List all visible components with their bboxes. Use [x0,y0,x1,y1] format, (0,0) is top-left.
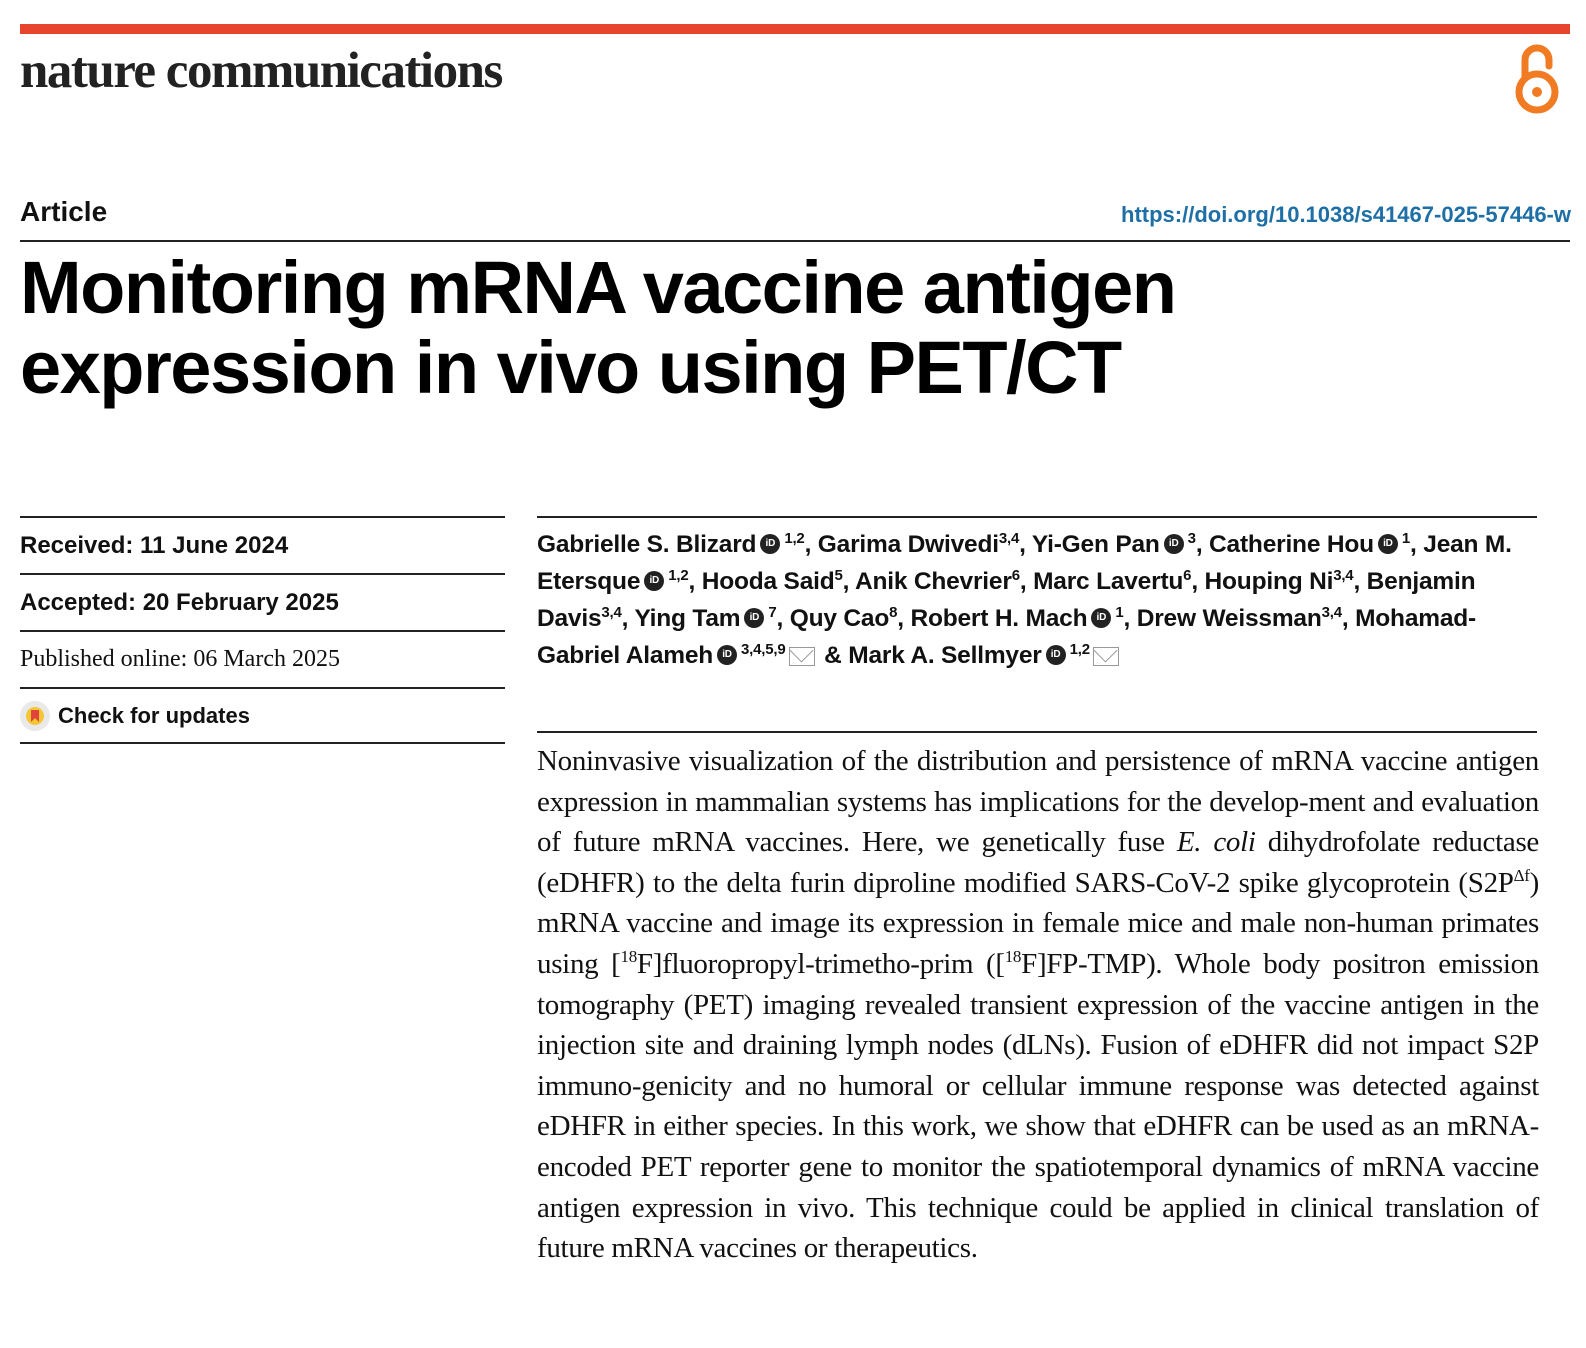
author-item [1205,568,1354,595]
doi-link[interactable]: https://doi.org/10.1038/s41467-025-57446-w [1121,202,1571,227]
orcid-icon[interactable] [1164,534,1184,554]
author-affiliation: 6 [1011,567,1020,584]
author-name[interactable]: Marc Lavertu [1033,568,1184,595]
author-name[interactable]: Quy Cao [789,605,890,632]
abstract-text-4: F]fluoropropyl-trimetho-prim ([ [636,947,1005,980]
title-line-2: expression in vivo using PET/CT [20,326,1121,409]
check-updates-row [20,687,505,744]
author-name[interactable]: Drew Weissman [1136,605,1322,632]
check-for-updates-label: Check for updates [58,702,250,728]
email-icon[interactable] [1093,647,1119,666]
orcid-icon[interactable] [1046,645,1066,665]
author-conjunction: & [824,642,849,669]
abstract-sup-18b: 18 [1004,946,1022,966]
author-affiliation: 1 [1115,604,1124,621]
author-affiliation: 1,2 [668,567,689,584]
title-line-1: Monitoring mRNA vaccine antigen [20,246,1176,329]
author-name[interactable]: Yi-Gen Pan [1031,531,1160,558]
orcid-icon[interactable] [1378,534,1398,554]
orcid-icon[interactable] [744,608,764,628]
orcid-icon[interactable] [717,645,737,665]
email-icon[interactable] [789,647,815,666]
author-name[interactable]: Mohamad-Gabriel Alameh [537,605,1476,669]
author-item [702,568,843,595]
author-item [818,531,1019,558]
received-date: Received: 11 June 2024 [20,516,505,573]
abstract-text-2: dihydrofolate reductase (eDHFR) to the delta furin diproline modified SARS-CoV-2 spike glycoprotein (S2P [537,826,1539,899]
author-item [1033,568,1191,595]
author-item [1209,531,1410,558]
abstract-sup-delta: Δf [1513,865,1530,885]
author-affiliation: 7 [768,604,777,621]
author-item [855,568,1020,595]
abstract-sup-18a: 18 [620,946,637,966]
author-name[interactable]: Catherine Hou [1209,531,1374,558]
article-title [20,248,1540,408]
authors-divider [537,516,1537,518]
author-name[interactable]: Houping Ni [1204,568,1334,595]
abstract [537,741,1539,1269]
author-affiliation: 6 [1183,567,1192,584]
author-name[interactable]: Robert H. Mach [910,605,1088,632]
author-affiliation: 1 [1401,530,1411,547]
check-for-updates-button[interactable] [20,701,250,731]
orcid-icon[interactable] [1091,608,1111,628]
orcid-icon[interactable] [760,534,780,554]
author-affiliation: 1,2 [1069,641,1090,658]
abstract-text-5: F]FP-TMP). Whole body positron emission tomography (PET) imaging revealed transient expression of the vaccine antigen in the injection site and draining lymph nodes (dLNs). Fusion of eDHFR did not impact S2P immuno-genicity and no humoral or cellular immune response was detected against eDHFR in either species. In this work, we show that eDHFR can be used as an mRNA-encoded PET reporter gene to monitor the spatiotemporal dynamics of mRNA vaccine antigen expression in vivo. This technique could be applied in clinical translation of future mRNA vaccines or therapeutics. [537,947,1539,1265]
abstract-divider [537,731,1537,733]
author-item [1137,605,1342,632]
author-name[interactable]: Gabrielle S. Blizard [537,531,757,558]
author-item [910,605,1123,632]
journal-accent-bar [20,24,1570,34]
header-divider [20,240,1570,242]
author-affiliation: 5 [834,567,843,584]
open-access-icon [1513,42,1561,116]
author-name[interactable]: Mark A. Sellmyer [848,642,1042,669]
author-item [824,642,1122,669]
author-name[interactable]: Ying Tam [634,605,741,632]
accepted-date: Accepted: 20 February 2025 [20,573,505,630]
author-affiliation: 8 [889,604,898,621]
author-affiliation: 3,4 [1333,567,1354,584]
author-affiliation: 1,2 [784,530,805,547]
orcid-icon[interactable] [644,571,664,591]
crossmark-icon [20,701,50,731]
author-item [1032,531,1196,558]
abstract-text-1: Noninvasive visualization of the distribution and persistence of mRNA vaccine antigen expression in mammalian systems has implications for the develop-ment and evaluation of future mRNA vaccines. Here, we genetically fuse [537,745,1539,859]
author-list: Gabrielle S. BlizardiD $^{1,2}$, Garima Dwivedi$^{3,4}$, Yi-Gen PaniD $^3$, Catherine HouiD $^1$, Jean M. EtersqueiD $^{1,2}$, Hooda Said$^5$, Anik Chevrier$^6$, Marc Lavertu$^6$, Houping Ni$^{3,4}$, Benjamin Davis$^{3,4}$, Ying TamiD $^7$, Quy Cao$^8$, Robert H. MachiD $^1$, Drew Weissman$^{3,4}$, Mohamad-Gabriel AlamehiD $^{3,4,5,9}$ & Mark A. SellmyeriD $^{1,2}$ [537,526,1542,674]
author-affiliation: 3,4 [1321,604,1342,621]
author-name[interactable]: Hooda Said [701,568,835,595]
author-name[interactable]: Garima Dwivedi [817,531,999,558]
abstract-species: E. coli [1176,826,1256,859]
author-item [790,605,898,632]
abstract-text-3: ) mRNA vaccine and image its expression in female mice and male non-human primates using [ [537,866,1539,980]
author-affiliation: 3,4 [601,604,622,621]
author-affiliation: 3 [1187,530,1196,547]
author-item [537,531,805,558]
author-name[interactable]: Jean M. Etersque [537,531,1512,595]
author-affiliation: 3,4,5,9 [741,641,786,658]
article-type: Article [20,196,108,227]
journal-logo: nature communications [20,43,502,99]
author-name[interactable]: Benjamin Davis [537,568,1476,632]
author-item [634,605,776,632]
author-affiliation: 3,4 [998,530,1020,547]
published-date: Published online: 06 March 2025 [20,630,505,687]
dates-panel [20,516,505,744]
author-name[interactable]: Anik Chevrier [854,568,1012,595]
